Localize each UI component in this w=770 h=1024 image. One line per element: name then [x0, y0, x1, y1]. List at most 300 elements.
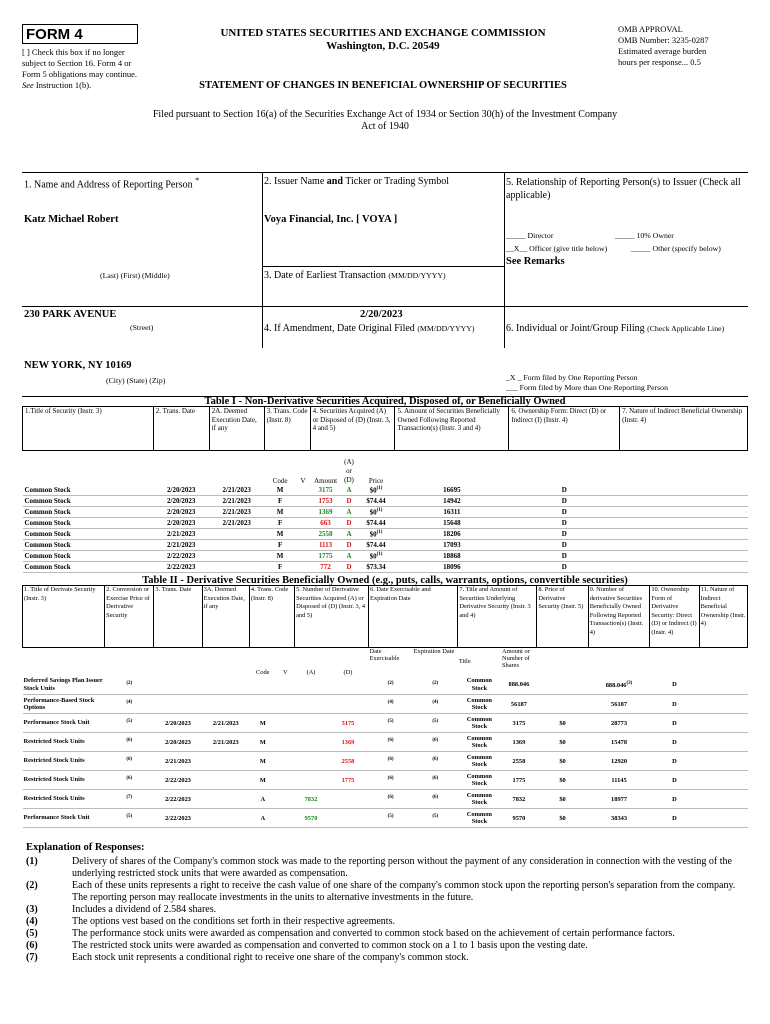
footnote-ref[interactable]: (6): [387, 737, 394, 743]
table2-row: [23, 809, 748, 828]
t2-shares: 7832: [501, 790, 537, 809]
footnote-ref[interactable]: (5): [387, 718, 394, 724]
t2-nature: [699, 676, 747, 695]
divider: [504, 172, 505, 348]
t1-sub-price: Price: [368, 476, 384, 485]
filing-more-option[interactable]: ___ Form filed by More than One Reporting Person: [506, 383, 668, 392]
t1-deemed: [209, 562, 264, 573]
t2-title: Restricted Stock Units: [23, 790, 105, 809]
omb-line: Estimated average burden: [618, 46, 707, 56]
issuer-label-b: Ticker or Trading Symbol: [345, 176, 450, 187]
t2-header: 6. Date Exercisable and Expiration Date: [369, 586, 458, 648]
t2-date: [154, 676, 202, 695]
t1-sub-code: Code: [272, 476, 288, 485]
amendment-label-text: 4. If Amendment, Date Original Filed: [264, 323, 415, 334]
footnote-ref[interactable]: (6): [126, 775, 133, 781]
t1-form: D: [509, 496, 620, 507]
t1-amount: 1775: [310, 551, 341, 562]
t1-title: Common Stock: [23, 518, 154, 529]
filing-label-instruction: (Check Applicable Line): [647, 324, 725, 333]
t1-v: [296, 529, 310, 540]
footnote-ref[interactable]: (6): [432, 737, 439, 743]
t2-shares: 888.046: [501, 676, 537, 695]
street-label: (Street): [130, 323, 154, 332]
t1-header: 7. Nature of Indirect Beneficial Ownership (Instr. 4): [620, 407, 748, 451]
footnote-ref[interactable]: (5): [126, 813, 133, 819]
t2-conversion: [105, 752, 154, 771]
t2-expiration: [413, 714, 458, 733]
table2-title: Table II - Derivative Securities Beneficially Owned (e.g., puts, calls, warrants, options, convertible securities): [142, 575, 628, 586]
footnote-ref[interactable]: (7): [126, 794, 133, 800]
t1-nature: [620, 551, 748, 562]
table2-row: [23, 752, 748, 771]
t1-code: M: [264, 485, 296, 496]
table1-row: [23, 529, 748, 540]
t1-price: $74.44: [357, 518, 395, 529]
t2-d: 1369: [327, 733, 368, 752]
t2-form: D: [650, 771, 699, 790]
footnote-ref[interactable]: (2): [387, 680, 394, 686]
t2-date: 2/22/2023: [154, 771, 202, 790]
t2-a: 9570: [295, 809, 328, 828]
t1-amount: 772: [310, 562, 341, 573]
t2-shares: 1775: [501, 771, 537, 790]
t2-header: 3. Trans. Date: [154, 586, 202, 648]
t2-owned: 15478: [588, 733, 650, 752]
t1-sub-ad: (A) or (D): [344, 457, 354, 484]
explanation-text: The performance stock units were awarded as compensation and converted to common stock based on the achievement of certain performance factors.: [72, 928, 675, 939]
t1-title: Common Stock: [23, 562, 154, 573]
t1-title: Common Stock: [23, 540, 154, 551]
relationship-label: 5. Relationship of Reporting Person(s) to Issuer (Check all applicable): [506, 177, 741, 201]
agency-name: UNITED STATES SECURITIES AND EXCHANGE COMMISSION: [220, 27, 546, 39]
t2-conversion: [105, 714, 154, 733]
agency-city: Washington, D.C. 20549: [326, 40, 440, 52]
earliest-transaction-label-text: 3. Date of Earliest Transaction: [264, 270, 386, 281]
t2-code: M: [249, 714, 276, 733]
t1-price: $73.34: [357, 562, 395, 573]
footnote-ref[interactable]: (6): [387, 756, 394, 762]
footnote-ref[interactable]: (2): [126, 680, 133, 686]
t2-underlying-title: Common Stock: [458, 790, 501, 809]
table2: [22, 585, 748, 828]
form-title: FORM 4: [22, 24, 138, 44]
t2-title: Restricted Stock Units: [23, 752, 105, 771]
t2-deemed: [202, 695, 249, 714]
explanation-number: (5): [26, 928, 38, 939]
t2-sub-v: V: [283, 668, 288, 676]
t2-header: 8. Price of Derivative Security (Instr. 5): [537, 586, 588, 648]
t1-date: 2/22/2023: [153, 551, 209, 562]
no-longer-subject-checkbox-text[interactable]: [22, 47, 148, 91]
footnote-ref[interactable]: (3): [626, 680, 633, 686]
t1-title: Common Stock: [23, 551, 154, 562]
street-value: 230 PARK AVENUE: [24, 309, 117, 320]
amendment-label-format: (MM/DD/YYYY): [417, 324, 475, 333]
explanation-text: Delivery of shares of the Company's common stock was made to the reporting person without the payment of any consideration in connection with the vesting of the underlying restricted stock units that were awarded as compensation.: [72, 856, 732, 879]
t1-deemed: [209, 529, 264, 540]
footnote-ref[interactable]: (1): [376, 507, 383, 513]
omb-line: hours per response... 0.5: [618, 57, 701, 67]
t1-form: D: [509, 551, 620, 562]
omb-line: OMB APPROVAL: [618, 24, 683, 34]
footnote-ref[interactable]: (6): [387, 794, 394, 800]
t2-form: D: [650, 733, 699, 752]
t2-owned: 18977: [588, 790, 650, 809]
t1-date: 2/21/2023: [153, 529, 209, 540]
t2-underlying-title: Common Stock: [458, 771, 501, 790]
t2-nature: [699, 790, 747, 809]
other-option[interactable]: _____ Other (specify below): [631, 244, 721, 253]
t1-amount: 3175: [310, 485, 341, 496]
t2-price: $0: [537, 771, 588, 790]
t2-code: M: [249, 771, 276, 790]
issuer-name: Voya Financial, Inc. [ VOYA ]: [264, 214, 398, 225]
t1-title: Common Stock: [23, 485, 154, 496]
officer-option[interactable]: __X__ Officer (give title below): [506, 244, 608, 253]
t1-v: [296, 551, 310, 562]
t2-form: D: [650, 695, 699, 714]
t1-code: F: [264, 496, 296, 507]
t1-owned: 18206: [395, 529, 509, 540]
t1-nature: [620, 496, 748, 507]
t2-conversion: [105, 695, 154, 714]
t1-form: D: [509, 507, 620, 518]
t1-v: [296, 518, 310, 529]
t2-expiration: [413, 733, 458, 752]
t1-sub-v: V: [300, 476, 306, 485]
t2-underlying-title: Common Stock: [458, 752, 501, 771]
t1-code: F: [264, 562, 296, 573]
t1-title: Common Stock: [23, 496, 154, 507]
t2-a: [295, 733, 328, 752]
t1-nature: [620, 507, 748, 518]
t1-v: [296, 485, 310, 496]
t2-header: 3A. Deemed Execution Date, if any: [202, 586, 249, 648]
t2-owned: 11145: [588, 771, 650, 790]
t2-form: D: [650, 676, 699, 695]
name-parts-label: (Last) (First) (Middle): [100, 271, 170, 280]
t1-header: 6. Ownership Form: Direct (D) or Indirect (I) (Instr. 4): [509, 407, 620, 451]
t2-v: [276, 809, 294, 828]
t1-title: Common Stock: [23, 507, 154, 518]
t1-owned: 18096: [395, 562, 509, 573]
footnote-ref[interactable]: (5): [387, 813, 394, 819]
t2-conversion: [105, 733, 154, 752]
t2-shares: 2558: [501, 752, 537, 771]
t1-ad: A: [341, 529, 357, 540]
divider: [262, 266, 504, 267]
t2-conversion: [105, 771, 154, 790]
t2-d: 3175: [327, 714, 368, 733]
t2-a: [295, 695, 328, 714]
t2-underlying-title: Common Stock: [458, 733, 501, 752]
t2-header: 7. Title and Amount of Securities Underlying Derivative Security (Instr. 3 and 4): [458, 586, 537, 648]
t1-price: $0$^{(1)}$: [357, 507, 395, 518]
divider: [262, 172, 263, 348]
explanation-number: (3): [26, 904, 38, 915]
t2-exercisable: [369, 695, 413, 714]
table2-row: [23, 733, 748, 752]
t2-a: [295, 676, 328, 695]
t2-nature: [699, 695, 747, 714]
t1-amount: 663: [310, 518, 341, 529]
explanation-item: [26, 880, 746, 904]
t1-price: $74.44: [357, 540, 395, 551]
t1-amount: 1369: [310, 507, 341, 518]
reporting-person-label-mark: *: [195, 176, 200, 185]
t2-sub-exercisable: Date Exercisable: [369, 648, 400, 662]
t2-owned: 28773: [588, 714, 650, 733]
t2-sub-shares: Amount or Number of Shares: [501, 648, 530, 669]
t2-expiration: [413, 695, 458, 714]
t1-v: [296, 562, 310, 573]
footnote-ref[interactable]: (6): [126, 737, 133, 743]
t2-d: 2558: [327, 752, 368, 771]
t2-sub-title: Title: [458, 658, 471, 666]
t1-ad: D: [341, 518, 357, 529]
explanation-title: Explanation of Responses:: [26, 842, 145, 853]
t2-deemed: [202, 676, 249, 695]
table2-row: [23, 714, 748, 733]
footnote-ref[interactable]: (1): [376, 485, 383, 491]
t2-underlying-title: Common Stock: [458, 714, 501, 733]
footnote-ref[interactable]: (5): [432, 813, 439, 819]
t2-code: A: [249, 790, 276, 809]
table1-row: [23, 496, 748, 507]
t1-price: $0$^{(1)}$: [357, 529, 395, 540]
t2-header: 5. Number of Derivative Securities Acquired (A) or Disposed of (D) (Instr. 3, 4 and 5): [295, 586, 369, 648]
checkbox-text: [ ] Check this box if no longer subject to Section 16. Form 4 or Form 5 obligations may continue.: [22, 47, 137, 79]
t2-header: 11. Nature of Indirect Beneficial Ownership (Instr. 4): [699, 586, 747, 648]
t2-price: $0: [537, 809, 588, 828]
footnote-ref[interactable]: (6): [432, 756, 439, 762]
t2-v: [276, 676, 294, 695]
explanation-item: [26, 856, 746, 880]
t2-exercisable: [369, 733, 413, 752]
city-state-zip-label: (City) (State) (Zip): [106, 376, 166, 385]
t2-underlying-title: Common Stock: [458, 695, 501, 714]
t1-nature: [620, 518, 748, 529]
t1-sub-amount: Amount: [314, 476, 338, 485]
t2-a: [295, 714, 328, 733]
t2-a: [295, 752, 328, 771]
t2-owned: 56187: [588, 695, 650, 714]
table1-row: [23, 485, 748, 496]
table2-row: [23, 790, 748, 809]
t1-form: D: [509, 529, 620, 540]
t2-code: M: [249, 752, 276, 771]
t2-shares: 3175: [501, 714, 537, 733]
ten-percent-owner-option[interactable]: _____ 10% Owner: [615, 231, 674, 240]
footnote-ref[interactable]: (4): [387, 699, 394, 705]
reporting-person-name: Katz Michael Robert: [24, 214, 119, 225]
t2-sub-a: (A): [306, 668, 316, 676]
reporting-person-label-text: 1. Name and Address of Reporting Person: [24, 179, 193, 191]
footnote-ref[interactable]: (1): [376, 529, 383, 535]
t1-date: 2/20/2023: [153, 518, 209, 529]
t1-deemed: [209, 551, 264, 562]
explanation-text: Each of these units represents a right to receive the cash value of one share of the company's common stock upon the reporting person's separation from the company. The reporting person may reallocate investments in the units to alternative investments in the future.: [72, 880, 736, 903]
footnote-ref[interactable]: (6): [126, 756, 133, 762]
t2-date: [154, 695, 202, 714]
t1-nature: [620, 562, 748, 573]
t2-v: [276, 733, 294, 752]
footnote-ref[interactable]: (4): [432, 699, 439, 705]
t1-code: M: [264, 507, 296, 518]
t2-code: M: [249, 733, 276, 752]
t1-amount: 1753: [310, 496, 341, 507]
t2-nature: [699, 771, 747, 790]
t2-exercisable: [369, 771, 413, 790]
t2-form: D: [650, 790, 699, 809]
t2-exercisable: [369, 714, 413, 733]
t2-form: D: [650, 809, 699, 828]
t1-header: 2A. Deemed Execution Date, if any: [209, 407, 264, 451]
explanation-item: [26, 928, 746, 940]
t2-expiration: [413, 790, 458, 809]
t2-header: 1. Title of Derivate Security (Instr. 3): [23, 586, 105, 648]
reporting-person-label: [24, 176, 199, 190]
t2-price: $0: [537, 790, 588, 809]
t2-header: 2. Conversion or Exercise Price of Derivative Security: [105, 586, 154, 648]
t2-v: [276, 771, 294, 790]
t2-title: Performance-Based Stock Options: [23, 695, 105, 714]
t2-price: $0: [537, 752, 588, 771]
footnote-ref[interactable]: (5): [126, 718, 133, 724]
explanation-text: The options vest based on the conditions set forth in their respective agreements.: [72, 916, 395, 927]
footnote-ref[interactable]: (1): [376, 551, 383, 557]
t2-date: 2/21/2023: [154, 752, 202, 771]
footnote-ref[interactable]: (6): [432, 794, 439, 800]
omb-approval: [618, 24, 758, 68]
t1-title: Common Stock: [23, 529, 154, 540]
t1-amount: 2558: [310, 529, 341, 540]
t2-title: Deferred Savings Plan Issuer Stock Units: [23, 676, 105, 695]
footnote-ref[interactable]: (5): [432, 718, 439, 724]
t2-price: $0: [537, 714, 588, 733]
t1-v: [296, 507, 310, 518]
t1-date: 2/20/2023: [153, 507, 209, 518]
footnote-ref[interactable]: (6): [432, 775, 439, 781]
t1-ad: D: [341, 540, 357, 551]
t2-expiration: [413, 752, 458, 771]
t1-owned: 15648: [395, 518, 509, 529]
t2-v: [276, 695, 294, 714]
t2-header: 10. Ownership Form of Derivative Security: Direct (D) or Indirect (I) (Instr. 4): [650, 586, 699, 648]
footnote-ref[interactable]: (2): [432, 680, 439, 686]
t1-header: 1.Title of Security (Instr. 3): [23, 407, 154, 451]
t1-amount: 1113: [310, 540, 341, 551]
t2-code: [249, 695, 276, 714]
t2-owned: 888.046$^{(3)}$: [588, 676, 650, 695]
explanation-item: [26, 916, 746, 928]
explanation-text: The restricted stock units were awarded as compensation and converted to common stock on a 1 to 1 basis upon the vesting date.: [72, 940, 588, 951]
t2-deemed: 2/21/2023: [202, 733, 249, 752]
table1-row: [23, 540, 748, 551]
t1-ad: D: [341, 496, 357, 507]
table1-title: Table I - Non-Derivative Securities Acquired, Disposed of, or Beneficially Owned: [204, 396, 566, 407]
omb-line: OMB Number: 3235-0287: [618, 35, 709, 45]
t2-deemed: 2/21/2023: [202, 714, 249, 733]
t2-title: Restricted Stock Units: [23, 771, 105, 790]
t1-header: 2. Trans. Date: [153, 407, 209, 451]
t2-price: $0: [537, 733, 588, 752]
t2-shares: 56187: [501, 695, 537, 714]
t2-nature: [699, 714, 747, 733]
t2-title: Restricted Stock Units: [23, 733, 105, 752]
t1-owned: 16695: [395, 485, 509, 496]
amendment-label: [264, 323, 475, 334]
t2-sub-d: (D): [343, 668, 353, 676]
t2-d: [327, 695, 368, 714]
director-option[interactable]: _____ Director: [506, 231, 554, 240]
t2-date: 2/20/2023: [154, 733, 202, 752]
t2-d: [327, 809, 368, 828]
table1: [22, 406, 748, 573]
footnote-ref[interactable]: (6): [387, 775, 394, 781]
table1-row: [23, 507, 748, 518]
t1-code: M: [264, 551, 296, 562]
see-remarks: See Remarks: [506, 256, 565, 267]
footnote-ref[interactable]: (4): [126, 699, 133, 705]
t2-title: Performance Stock Unit: [23, 809, 105, 828]
explanation-number: (6): [26, 940, 38, 951]
city-value: NEW YORK, NY 10169: [24, 360, 132, 371]
divider: [22, 306, 748, 307]
t1-nature: [620, 529, 748, 540]
table2-row: [23, 771, 748, 790]
t1-owned: 18868: [395, 551, 509, 562]
explanation-item: [26, 952, 746, 964]
t1-nature: [620, 540, 748, 551]
t1-date: 2/20/2023: [153, 485, 209, 496]
explanation-number: (1): [26, 856, 38, 867]
t2-exercisable: [369, 790, 413, 809]
table1-row: [23, 551, 748, 562]
t1-deemed: 2/21/2023: [209, 496, 264, 507]
t1-date: 2/22/2023: [153, 562, 209, 573]
t2-title: Performance Stock Unit: [23, 714, 105, 733]
t1-deemed: 2/21/2023: [209, 485, 264, 496]
t2-d: 1775: [327, 771, 368, 790]
filing-one-option[interactable]: _X _ Form filed by One Reporting Person: [506, 373, 638, 382]
t2-price: [537, 676, 588, 695]
table2-row: [23, 695, 748, 714]
t2-a: [295, 771, 328, 790]
t1-form: D: [509, 518, 620, 529]
t1-price: $74.44: [357, 496, 395, 507]
t1-code: M: [264, 529, 296, 540]
t1-owned: 14942: [395, 496, 509, 507]
t1-code: F: [264, 540, 296, 551]
t2-nature: [699, 809, 747, 828]
t2-nature: [699, 752, 747, 771]
t2-price: [537, 695, 588, 714]
explanation-text: Each stock unit represents a conditional right to receive one share of the company's common stock.: [72, 952, 469, 963]
t2-conversion: [105, 676, 154, 695]
divider: [22, 172, 748, 173]
t2-expiration: [413, 676, 458, 695]
issuer-label: [264, 176, 449, 187]
t2-deemed: [202, 771, 249, 790]
t2-underlying-title: Common Stock: [458, 809, 501, 828]
t1-v: [296, 496, 310, 507]
t2-expiration: [413, 809, 458, 828]
t1-deemed: 2/21/2023: [209, 507, 264, 518]
t2-form: D: [650, 752, 699, 771]
t2-exercisable: [369, 752, 413, 771]
